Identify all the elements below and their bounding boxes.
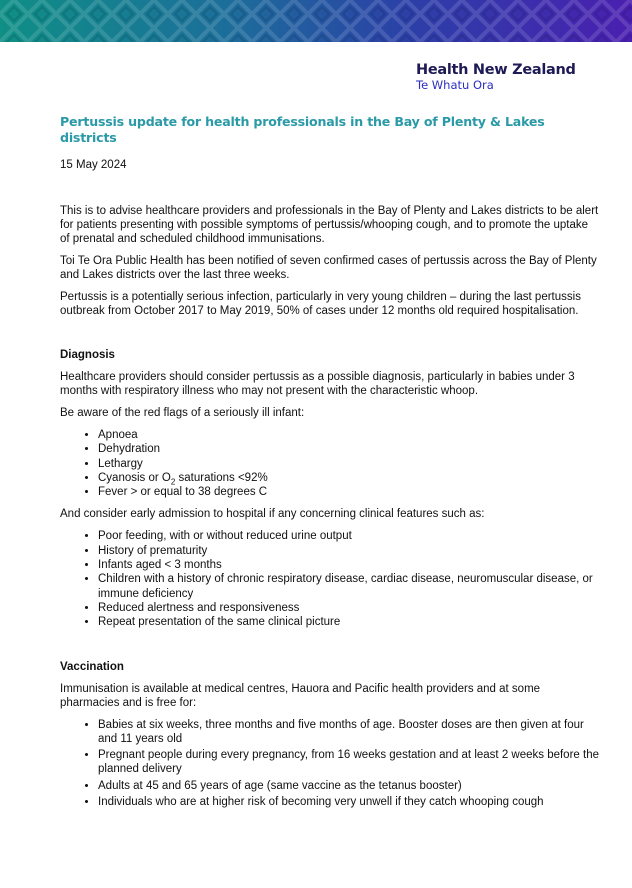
document-body <box>60 114 600 817</box>
health-nz-logo <box>416 62 576 92</box>
cyanosis-subscript: 2 <box>170 477 176 487</box>
clinical-features-list <box>60 529 600 629</box>
list-item: • Apnoea <box>98 428 600 442</box>
intro-paragraph-3: Pertussis is a potentially serious infection, particularly in very young children – during the last pertussis outbreak from October 2017 to May 2019, 50% of cases under 12 months old required hospitalisation. <box>60 291 581 317</box>
diagnosis-heading: Diagnosis <box>60 349 115 361</box>
list-item: • Individuals who are at higher risk of becoming very unwell if they catch whooping cough <box>98 795 600 809</box>
list-item: • Dehydration <box>98 442 600 456</box>
list-item: • Babies at six weeks, three months and five months of age. Booster doses are then given at four and 11 years old <box>98 718 600 747</box>
list-item: • Reduced alertness and responsiveness <box>98 601 600 615</box>
document-date: 15 May 2024 <box>60 159 127 171</box>
list-item: • Repeat presentation of the same clinical picture <box>98 615 600 629</box>
header-banner <box>0 0 632 42</box>
cyanosis-rest: saturations <92% <box>175 471 268 484</box>
cyanosis-text: Cyanosis or O <box>98 471 171 484</box>
vaccination-paragraph: Immunisation is available at medical centres, Hauora and Pacific health providers and at some pharmacies and is free for: <box>60 682 541 709</box>
list-item: • Poor feeding, with or without reduced urine output <box>98 529 600 543</box>
list-item: • Children with a history of chronic respiratory disease, cardiac disease, neuromuscular disease, or immune deficiency <box>98 572 600 601</box>
intro-paragraph-1: This is to advise healthcare providers and professionals in the Bay of Plenty and Lakes districts to be alert for patients presenting with possible symptoms of pertussis/whooping cough, and to promote the uptake of prenatal and scheduled childhood immunisations. <box>60 205 599 245</box>
red-flags-list <box>60 428 600 499</box>
list-item: • Adults at 45 and 65 years of age (same vaccine as the tetanus booster) <box>98 779 600 793</box>
admission-intro: And consider early admission to hospital if any concerning clinical features such as: <box>60 508 485 521</box>
list-item: • Infants aged < 3 months <box>98 558 600 572</box>
list-item-cyanosis <box>98 471 600 485</box>
red-flags-intro: Be aware of the red flags of a seriously ill infant: <box>60 407 305 419</box>
vaccination-heading: Vaccination <box>60 660 124 673</box>
logo-title: Health New Zealand <box>416 62 576 78</box>
list-item: • Lethargy <box>98 457 600 471</box>
diagnosis-paragraph: Healthcare providers should consider pertussis as a possible diagnosis, particularly in babies under 3 months with respiratory illness who may not present with the characteristic whoop. <box>60 371 575 397</box>
page-title: Pertussis update for health professionals in the Bay of Plenty & Lakes districts <box>60 114 545 145</box>
vaccination-list <box>60 718 600 810</box>
list-item: • History of prematurity <box>98 544 600 558</box>
list-item: • Fever > or equal to 38 degrees C <box>98 485 600 499</box>
logo-subtitle: Te Whatu Ora <box>416 78 494 92</box>
list-item: • Pregnant people during every pregnancy, from 16 weeks gestation and at least 2 weeks before the planned delivery <box>98 748 600 777</box>
intro-paragraph-2: Toi Te Ora Public Health has been notified of seven confirmed cases of pertussis across the Bay of Plenty and Lakes districts over the last three weeks. <box>60 255 597 281</box>
banner-pattern <box>0 0 632 42</box>
